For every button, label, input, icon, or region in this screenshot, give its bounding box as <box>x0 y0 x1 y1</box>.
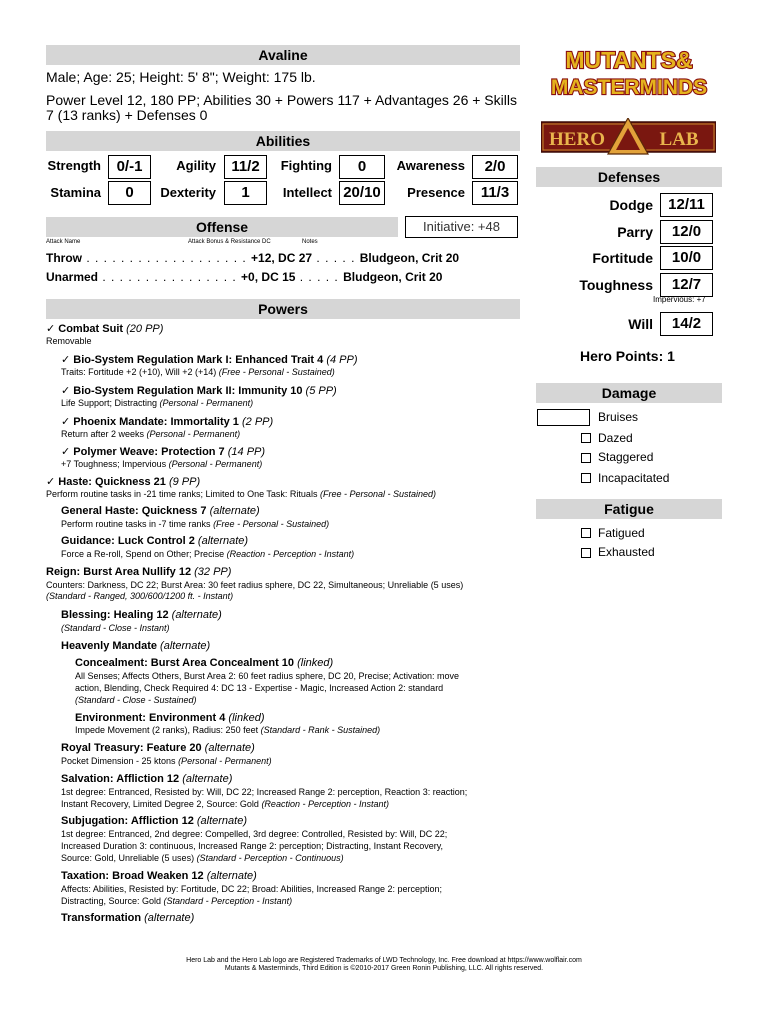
attack-dots: . . . . . . . . . . . . . . . . <box>98 270 242 284</box>
power-desc: 1st degree: Entranced, 2nd degree: Compelled, 3rd degree: Controlled, Resisted by: Will, DC 22; <box>61 829 448 839</box>
power-title: Concealment: Burst Area Concealment 10 (linked) <box>75 657 334 669</box>
power-title: Reign: Burst Area Nullify 12 (32 PP) <box>46 566 232 578</box>
attack-dots: . . . . . <box>295 270 344 284</box>
power-title: ✓ Bio-System Regulation Mark II: Immunity 10 (5 PP) <box>61 385 337 397</box>
strength-value: 0/-1 <box>108 155 151 179</box>
fatigued-label: Fatigued <box>598 526 645 540</box>
dazed-label: Dazed <box>598 431 633 445</box>
will-label: Will <box>628 316 653 332</box>
dodge-value: 12/11 <box>660 193 713 217</box>
power-desc: Force a Re-roll, Spend on Other; Precise (Reaction - Perception - Instant) <box>61 549 355 559</box>
exhausted-checkbox[interactable] <box>581 548 591 558</box>
bruises-label: Bruises <box>598 410 639 424</box>
power-level-line2: 7 (13 ranks) + Defenses 0 <box>46 107 208 123</box>
power-title: Taxation: Broad Weaken 12 (alternate) <box>61 870 257 882</box>
dazed-checkbox[interactable] <box>581 433 591 443</box>
power-desc: Impede Movement (2 ranks), Radius: 250 feet (Standard - Rank - Sustained) <box>75 725 381 735</box>
attack-dots: . . . . . <box>312 251 360 265</box>
incapacitated-checkbox[interactable] <box>581 473 591 483</box>
svg-text:LAB: LAB <box>659 129 699 150</box>
power-desc: Pocket Dimension - 25 ktons (Personal - Permanent) <box>61 756 272 766</box>
footer-line2: Mutants & Masterminds, Third Edition is ©2010-2017 Green Ronin Publishing, LLC. All rights reserved. <box>224 965 544 972</box>
stamina-value: 0 <box>108 181 151 205</box>
power-title: Environment: Environment 4 (linked) <box>75 712 265 724</box>
col-attack-bonus: Attack Bonus & Resistance DC <box>188 239 271 245</box>
impervious-note: Impervious: +7 <box>653 295 706 304</box>
footer <box>0 957 768 973</box>
will-value: 14/2 <box>660 312 713 336</box>
intellect-label: Intellect <box>282 185 332 200</box>
bruises-box[interactable] <box>537 409 590 426</box>
power-title: Subjugation: Affliction 12 (alternate) <box>61 815 248 827</box>
agility-value: 11/2 <box>224 155 267 179</box>
power-title: Guidance: Luck Control 2 (alternate) <box>61 535 249 547</box>
awareness-label: Awareness <box>396 158 465 173</box>
power-desc: Affects: Abilities, Resisted by: Fortitude, DC 22; Broad: Abilities, Increased Range 2: perception; <box>61 884 443 894</box>
power-tag: (Standard - Close - Sustained) <box>75 695 197 705</box>
fortitude-label: Fortitude <box>592 250 653 266</box>
staggered-label: Staggered <box>598 450 654 464</box>
power-title: Royal Treasury: Feature 20 (alternate) <box>61 742 255 754</box>
power-title: ✓ Polymer Weave: Protection 7 (14 PP) <box>61 446 266 458</box>
dodge-label: Dodge <box>609 197 653 213</box>
attack-bonus: +0, DC 15 <box>241 270 296 284</box>
attack-row <box>46 270 442 284</box>
attack-notes: Bludgeon, Crit 20 <box>343 270 443 284</box>
attack-row <box>46 251 459 265</box>
parry-value: 12/0 <box>660 220 713 244</box>
offense-header: Offense <box>46 217 398 237</box>
power-desc: Increased Duration 3: continuous, Increased Range 2: perception; Distracting, Instant Recovery, <box>61 841 444 851</box>
power-desc: 1st degree: Entranced, Resisted by: Will, DC 22; Increased Range 2: perception, Reaction 3: reaction; <box>61 787 468 797</box>
power-desc: Distracting, Source: Gold (Standard - Perception - Instant) <box>61 896 293 906</box>
power-desc: action, Blending, Check Required 4: DC 13 - Expertise - Magic, Increased Action 2: standard <box>75 683 444 693</box>
power-level-line1: Power Level 12, 180 PP; Abilities 30 + Powers 117 + Advantages 26 + Skills <box>46 92 517 108</box>
power-title: General Haste: Quickness 7 (alternate) <box>61 505 260 517</box>
strength-label: Strength <box>47 158 101 173</box>
power-desc: Perform routine tasks in -21 time ranks; Limited to One Task: Rituals (Free - Personal - Sustained) <box>46 489 436 499</box>
power-title: Transformation (alternate) <box>61 912 195 924</box>
powers-header: Powers <box>46 299 520 319</box>
power-desc: Removable <box>46 336 92 346</box>
svg-text:MUTANTS&: MUTANTS& <box>565 47 693 73</box>
power-title: ✓ Haste: Quickness 21 (9 PP) <box>46 476 201 488</box>
power-desc: Counters: Darkness, DC 22; Burst Area: 30 feet radius sphere, DC 22, Simultaneous; Unreliable (5 uses) <box>46 580 464 590</box>
attack-name: Throw <box>46 251 82 265</box>
fortitude-value: 10/0 <box>660 246 713 270</box>
power-desc: Life Support; Distracting (Personal - Permanent) <box>61 398 254 408</box>
fighting-value: 0 <box>339 155 385 179</box>
attack-notes: Bludgeon, Crit 20 <box>359 251 460 265</box>
footer-line1: Hero Lab and the Hero Lab logo are Registered Trademarks of LWD Technology, Inc. Free download at https://www.wolflair.com <box>186 957 582 964</box>
power-desc: Return after 2 weeks (Personal - Permanent) <box>61 429 241 439</box>
power-title: ✓ Combat Suit (20 PP) <box>46 323 164 335</box>
svg-text:MASTERMINDS: MASTERMINDS <box>550 76 708 99</box>
power-tag: (Standard - Close - Instant) <box>61 623 170 633</box>
dexterity-value: 1 <box>224 181 267 205</box>
power-desc: Source: Gold, Unreliable (5 uses) (Standard - Perception - Continuous) <box>61 853 344 863</box>
fatigue-header: Fatigue <box>536 499 722 519</box>
character-bio: Male; Age: 25; Height: 5' 8"; Weight: 175 lb. <box>46 69 316 85</box>
initiative-box: Initiative: +48 <box>405 216 518 238</box>
awareness-value: 2/0 <box>472 155 518 179</box>
parry-label: Parry <box>617 224 653 240</box>
fighting-label: Fighting <box>280 158 332 173</box>
hero-points: Hero Points: 1 <box>580 348 675 364</box>
attack-bonus: +12, DC 27 <box>251 251 313 265</box>
intellect-value: 20/10 <box>339 181 385 205</box>
power-desc: All Senses; Affects Others, Burst Area 2: 60 feet radius sphere, DC 20, Precise; Activation: move <box>75 671 460 681</box>
staggered-checkbox[interactable] <box>581 453 591 463</box>
exhausted-label: Exhausted <box>598 545 655 559</box>
power-title: ✓ Bio-System Regulation Mark I: Enhanced Trait 4 (4 PP) <box>61 354 358 366</box>
power-tag: (Standard - Ranged, 300/600/1200 ft. - Instant) <box>46 591 234 601</box>
abilities-header: Abilities <box>46 131 520 151</box>
incapacitated-label: Incapacitated <box>598 471 670 485</box>
power-title: Blessing: Healing 12 (alternate) <box>61 609 222 621</box>
toughness-value: 12/7 <box>660 273 713 297</box>
power-desc: Instant Recovery, Limited Degree 2, Source: Gold (Reaction - Perception - Instant) <box>61 799 389 809</box>
mutants-masterminds-logo <box>536 44 722 100</box>
attack-name: Unarmed <box>46 270 99 284</box>
power-desc: +7 Toughness; Impervious (Personal - Permanent) <box>61 459 263 469</box>
attack-dots: . . . . . . . . . . . . . . . . . . . <box>82 251 252 265</box>
hero-lab-logo <box>541 118 716 156</box>
defenses-header: Defenses <box>536 167 722 187</box>
presence-label: Presence <box>407 185 465 200</box>
fatigued-checkbox[interactable] <box>581 528 591 538</box>
svg-text:HERO: HERO <box>549 129 605 150</box>
power-desc: Perform routine tasks in -7 time ranks (Free - Personal - Sustained) <box>61 519 330 529</box>
power-title: Heavenly Mandate (alternate) <box>61 640 211 652</box>
presence-value: 11/3 <box>472 181 518 205</box>
character-name-header: Avaline <box>46 45 520 65</box>
damage-header: Damage <box>536 383 722 403</box>
col-notes: Notes <box>302 239 318 245</box>
power-title: Salvation: Affliction 12 (alternate) <box>61 773 233 785</box>
col-attack-name: Attack Name <box>46 239 81 245</box>
power-desc: Traits: Fortitude +2 (+10), Will +2 (+14) (Free - Personal - Sustained) <box>61 367 335 377</box>
power-title: ✓ Phoenix Mandate: Immortality 1 (2 PP) <box>61 416 274 428</box>
toughness-label: Toughness <box>579 277 653 293</box>
stamina-label: Stamina <box>50 185 101 200</box>
dexterity-label: Dexterity <box>160 185 216 200</box>
agility-label: Agility <box>176 158 216 173</box>
